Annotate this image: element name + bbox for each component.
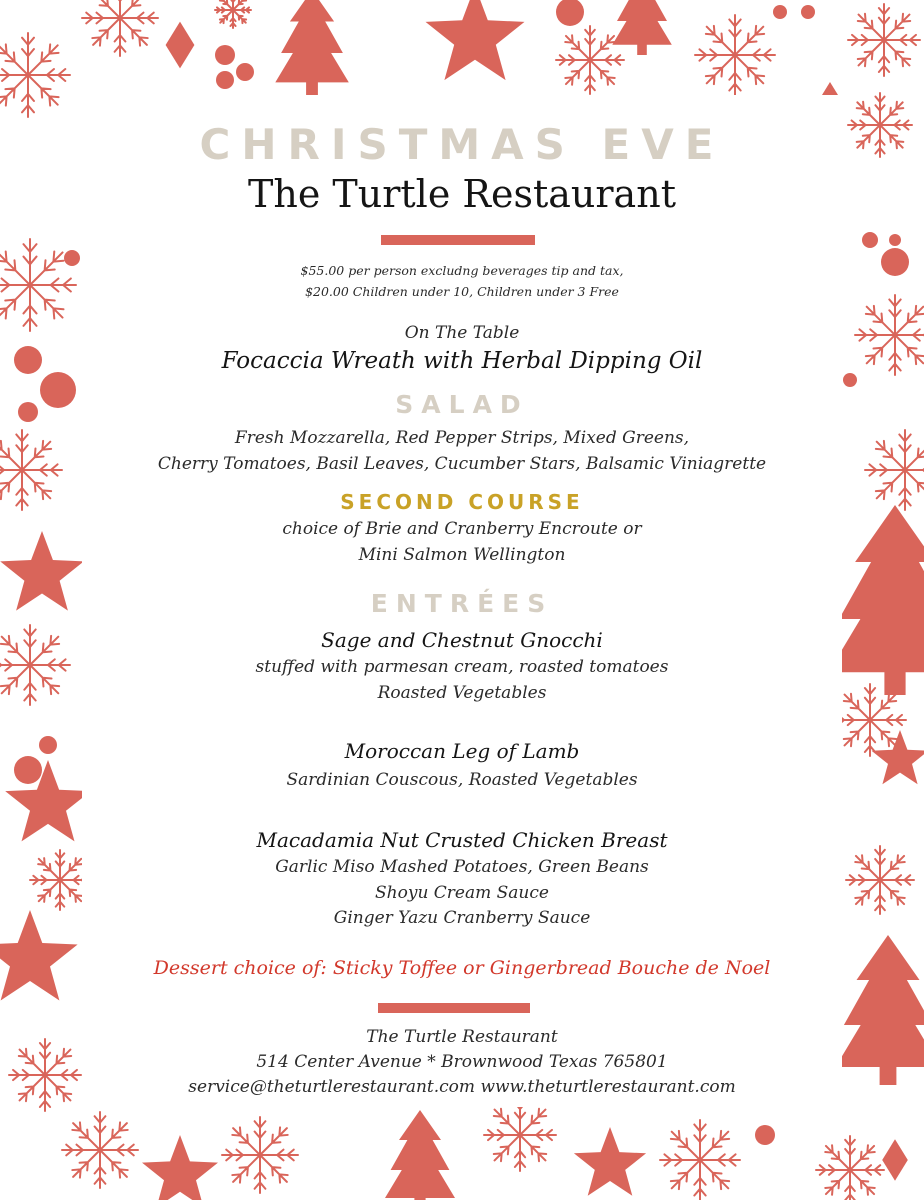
snowflake-icon (215, 0, 251, 28)
diamond-icon (882, 1139, 908, 1181)
snowflake-icon (222, 1117, 298, 1193)
star-icon (574, 1127, 646, 1196)
entree-3-name: Macadamia Nut Crusted Chicken Breast (256, 828, 668, 852)
salad-heading: SALAD (395, 390, 529, 419)
christmas-tree-icon (275, 0, 349, 95)
on-table-label: On The Table (404, 323, 520, 343)
dot-icon (216, 71, 234, 89)
snowflake-icon (660, 1120, 740, 1200)
entree-2-name: Moroccan Leg of Lamb (344, 739, 580, 763)
entree-1-name: Sage and Chestnut Gnocchi (321, 628, 603, 652)
second-course-line-2: Mini Salmon Wellington (358, 545, 566, 565)
pricing-line-2: $20.00 Children under 10, Children under 3 Free (305, 284, 619, 299)
footer-contact[interactable]: service@theturtlerestaurant.com www.theturtlerestaurant.com (188, 1077, 736, 1097)
christmas-tree-icon (385, 1110, 455, 1200)
footer-address: 514 Center Avenue * Brownwood Texas 765801 (256, 1052, 668, 1072)
snowflake-icon (0, 33, 70, 117)
snowflake-icon (556, 26, 624, 94)
entree-3-detail-1: Garlic Miso Mashed Potatoes, Green Beans (275, 857, 649, 877)
salad-line-2: Cherry Tomatoes, Basil Leaves, Cucumber Stars, Balsamic Viniagrette (157, 454, 767, 474)
entree-1-detail-1: stuffed with parmesan cream, roasted tomatoes (255, 657, 669, 677)
page-title: CHRISTMAS EVE (199, 120, 725, 169)
dot-icon (236, 63, 254, 81)
star-icon (426, 0, 525, 80)
on-table-item: Focaccia Wreath with Herbal Dipping Oil (221, 348, 703, 374)
second-course-line-1: choice of Brie and Cranberry Encroute or (282, 519, 642, 539)
dot-icon (773, 5, 787, 19)
pricing-line-1: $55.00 per person excludng beverages tip and tax, (300, 263, 624, 278)
dot-icon (556, 0, 584, 26)
title-divider (381, 235, 535, 245)
dot-icon (889, 234, 901, 246)
entree-3-detail-2: Shoyu Cream Sauce (375, 883, 549, 903)
entree-1-detail-2: Roasted Vegetables (377, 683, 547, 703)
snowflake-icon (82, 0, 158, 56)
christmas-tree-icon (612, 0, 672, 55)
dot-icon (801, 5, 815, 19)
salad-line-1: Fresh Mozzarella, Red Pepper Strips, Mixed Greens, (234, 428, 690, 448)
dessert-line: Dessert choice of: Sticky Toffee or Gingerbread Bouche de Noel (153, 957, 771, 979)
entree-3-detail-3: Ginger Yazu Cranberry Sauce (333, 908, 591, 928)
dot-icon (862, 232, 878, 248)
dot-icon (215, 45, 235, 65)
footer-divider (378, 1003, 530, 1013)
diamond-icon (166, 22, 195, 69)
snowflake-icon (62, 1112, 138, 1188)
snowflake-icon (848, 4, 920, 76)
snowflake-icon (816, 1136, 884, 1200)
snowflake-icon (9, 1039, 81, 1111)
dot-icon (843, 373, 857, 387)
entree-2-detail-1: Sardinian Couscous, Roasted Vegetables (286, 770, 638, 790)
second-course-heading: SECOND COURSE (340, 490, 584, 514)
snowflake-icon (695, 15, 775, 95)
entrees-heading: ENTRÉES (370, 589, 554, 618)
footer-name: The Turtle Restaurant (366, 1027, 558, 1047)
dot-icon (755, 1125, 775, 1145)
snowflake-icon (484, 1099, 556, 1171)
restaurant-name: The Turtle Restaurant (248, 172, 676, 216)
star-icon (142, 1135, 218, 1200)
